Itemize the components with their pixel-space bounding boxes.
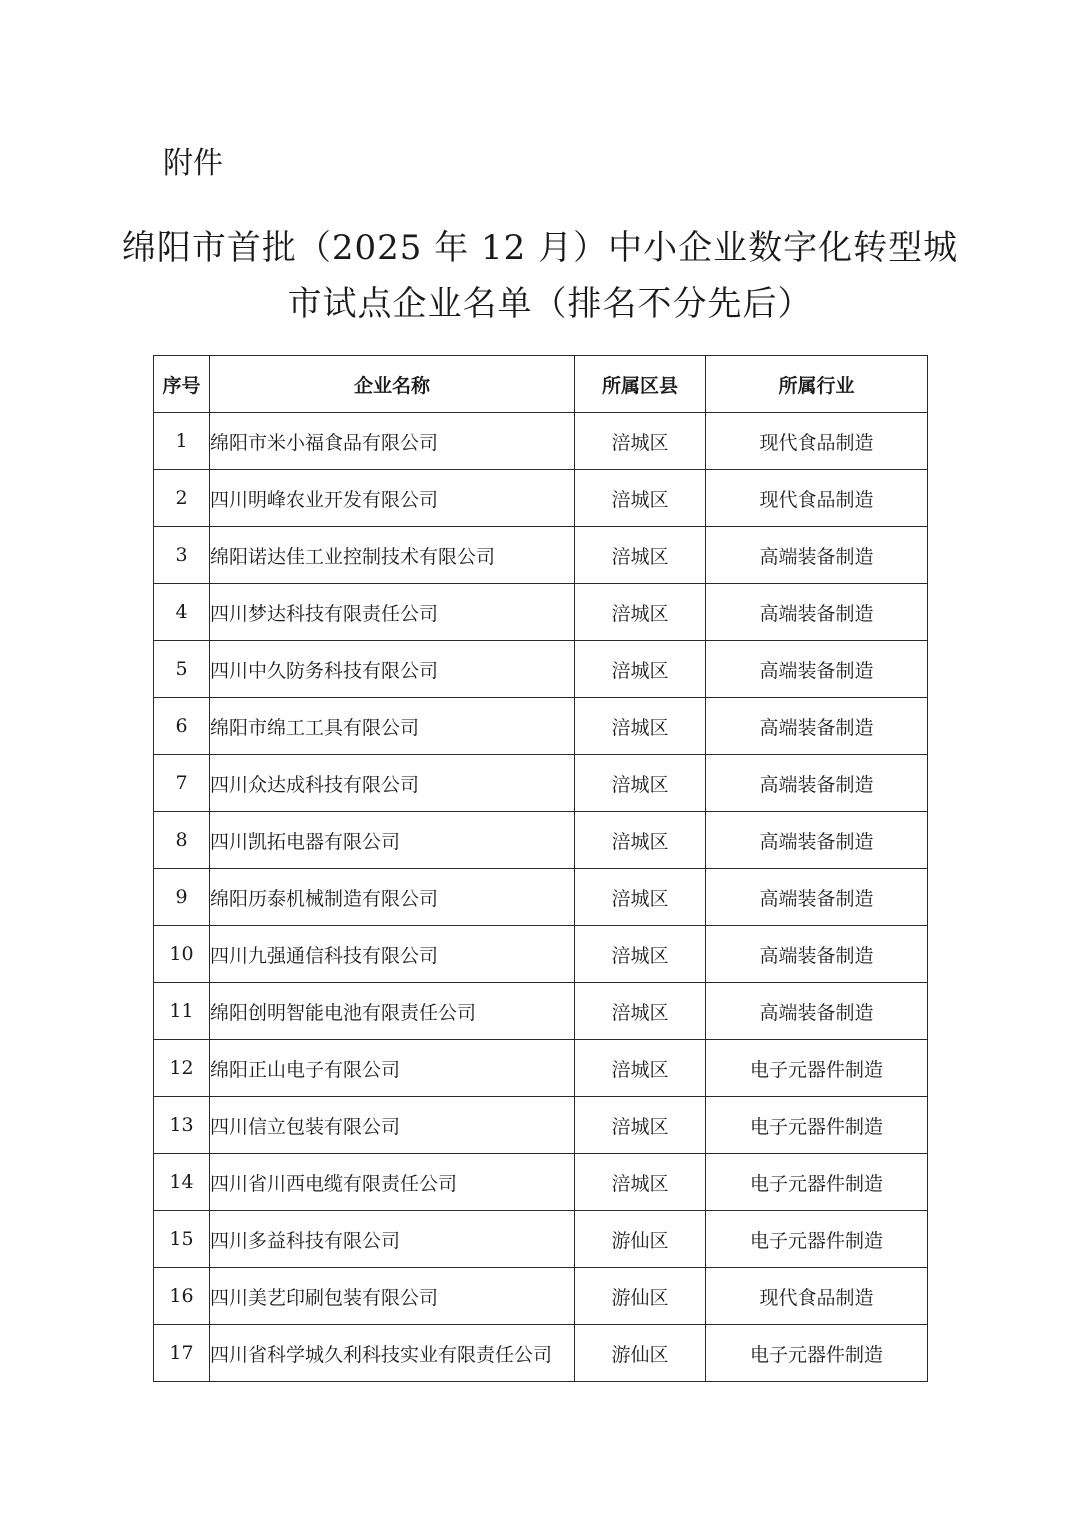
cell-seq: 1 [154, 413, 210, 470]
table-row [154, 413, 928, 470]
table-row [154, 527, 928, 584]
cell-enterprise-name: 四川美艺印刷包装有限公司 [210, 1268, 575, 1325]
cell-seq: 15 [154, 1211, 210, 1268]
title-line-2: 市试点企业名单（排名不分先后） [287, 284, 813, 324]
cell-enterprise-name: 四川省川西电缆有限责任公司 [210, 1154, 575, 1211]
cell-seq: 13 [154, 1097, 210, 1154]
cell-enterprise-name: 绵阳诺达佳工业控制技术有限公司 [210, 527, 575, 584]
cell-industry: 电子元器件制造 [706, 1154, 928, 1211]
cell-industry: 现代食品制造 [706, 470, 928, 527]
cell-industry: 现代食品制造 [706, 1268, 928, 1325]
cell-enterprise-name: 绵阳创明智能电池有限责任公司 [210, 983, 575, 1040]
table-row [154, 470, 928, 527]
cell-seq: 6 [154, 698, 210, 755]
table-row [154, 926, 928, 983]
cell-industry: 高端装备制造 [706, 755, 928, 812]
cell-industry: 高端装备制造 [706, 698, 928, 755]
cell-industry: 高端装备制造 [706, 641, 928, 698]
cell-district: 涪城区 [575, 1040, 706, 1097]
table-row [154, 869, 928, 926]
cell-enterprise-name: 绵阳市米小福食品有限公司 [210, 413, 575, 470]
table-row [154, 1268, 928, 1325]
table-header-row [154, 356, 928, 413]
table-row [154, 584, 928, 641]
cell-seq: 7 [154, 755, 210, 812]
table-body [154, 413, 928, 1382]
cell-industry: 高端装备制造 [706, 584, 928, 641]
table-row [154, 755, 928, 812]
cell-enterprise-name: 四川中久防务科技有限公司 [210, 641, 575, 698]
cell-enterprise-name: 四川凯拓电器有限公司 [210, 812, 575, 869]
cell-enterprise-name: 绵阳市绵工工具有限公司 [210, 698, 575, 755]
cell-district: 涪城区 [575, 413, 706, 470]
cell-enterprise-name: 四川九强通信科技有限公司 [210, 926, 575, 983]
table-row [154, 641, 928, 698]
cell-enterprise-name: 四川明峰农业开发有限公司 [210, 470, 575, 527]
cell-enterprise-name: 绵阳历泰机械制造有限公司 [210, 869, 575, 926]
cell-enterprise-name: 绵阳正山电子有限公司 [210, 1040, 575, 1097]
cell-enterprise-name: 四川信立包装有限公司 [210, 1097, 575, 1154]
table-row [154, 1211, 928, 1268]
cell-seq: 16 [154, 1268, 210, 1325]
document-title [0, 220, 1080, 332]
cell-seq: 2 [154, 470, 210, 527]
cell-seq: 4 [154, 584, 210, 641]
cell-district: 涪城区 [575, 983, 706, 1040]
cell-industry: 现代食品制造 [706, 413, 928, 470]
cell-district: 涪城区 [575, 527, 706, 584]
enterprise-list-table [153, 355, 928, 1382]
cell-district: 游仙区 [575, 1211, 706, 1268]
attachment-label: 附件 [163, 146, 223, 181]
header-industry: 所属行业 [706, 356, 928, 413]
table-row [154, 812, 928, 869]
header-name: 企业名称 [210, 356, 575, 413]
cell-industry: 高端装备制造 [706, 983, 928, 1040]
cell-seq: 8 [154, 812, 210, 869]
title-line-1: 绵阳市首批（2025 年 12 月）中小企业数字化转型城 [121, 228, 959, 268]
cell-district: 游仙区 [575, 1268, 706, 1325]
table-row [154, 1325, 928, 1382]
cell-seq: 11 [154, 983, 210, 1040]
cell-enterprise-name: 四川梦达科技有限责任公司 [210, 584, 575, 641]
cell-district: 涪城区 [575, 584, 706, 641]
cell-district: 涪城区 [575, 1097, 706, 1154]
table-row [154, 698, 928, 755]
cell-industry: 高端装备制造 [706, 812, 928, 869]
cell-seq: 14 [154, 1154, 210, 1211]
cell-district: 游仙区 [575, 1325, 706, 1382]
cell-district: 涪城区 [575, 641, 706, 698]
cell-district: 涪城区 [575, 812, 706, 869]
cell-district: 涪城区 [575, 470, 706, 527]
cell-industry: 电子元器件制造 [706, 1097, 928, 1154]
table-row [154, 983, 928, 1040]
header-district: 所属区县 [575, 356, 706, 413]
cell-enterprise-name: 四川多益科技有限公司 [210, 1211, 575, 1268]
cell-seq: 5 [154, 641, 210, 698]
cell-industry: 电子元器件制造 [706, 1211, 928, 1268]
cell-industry: 电子元器件制造 [706, 1325, 928, 1382]
cell-seq: 12 [154, 1040, 210, 1097]
cell-seq: 3 [154, 527, 210, 584]
cell-seq: 9 [154, 869, 210, 926]
cell-industry: 高端装备制造 [706, 869, 928, 926]
cell-district: 涪城区 [575, 698, 706, 755]
table-row [154, 1040, 928, 1097]
cell-industry: 高端装备制造 [706, 926, 928, 983]
cell-district: 涪城区 [575, 1154, 706, 1211]
cell-seq: 17 [154, 1325, 210, 1382]
cell-enterprise-name: 四川省科学城久利科技实业有限责任公司 [210, 1325, 575, 1382]
cell-industry: 电子元器件制造 [706, 1040, 928, 1097]
cell-enterprise-name: 四川众达成科技有限公司 [210, 755, 575, 812]
table-row [154, 1097, 928, 1154]
header-seq: 序号 [154, 356, 210, 413]
table-row [154, 1154, 928, 1211]
cell-district: 涪城区 [575, 926, 706, 983]
cell-district: 涪城区 [575, 869, 706, 926]
cell-industry: 高端装备制造 [706, 527, 928, 584]
cell-district: 涪城区 [575, 755, 706, 812]
cell-seq: 10 [154, 926, 210, 983]
